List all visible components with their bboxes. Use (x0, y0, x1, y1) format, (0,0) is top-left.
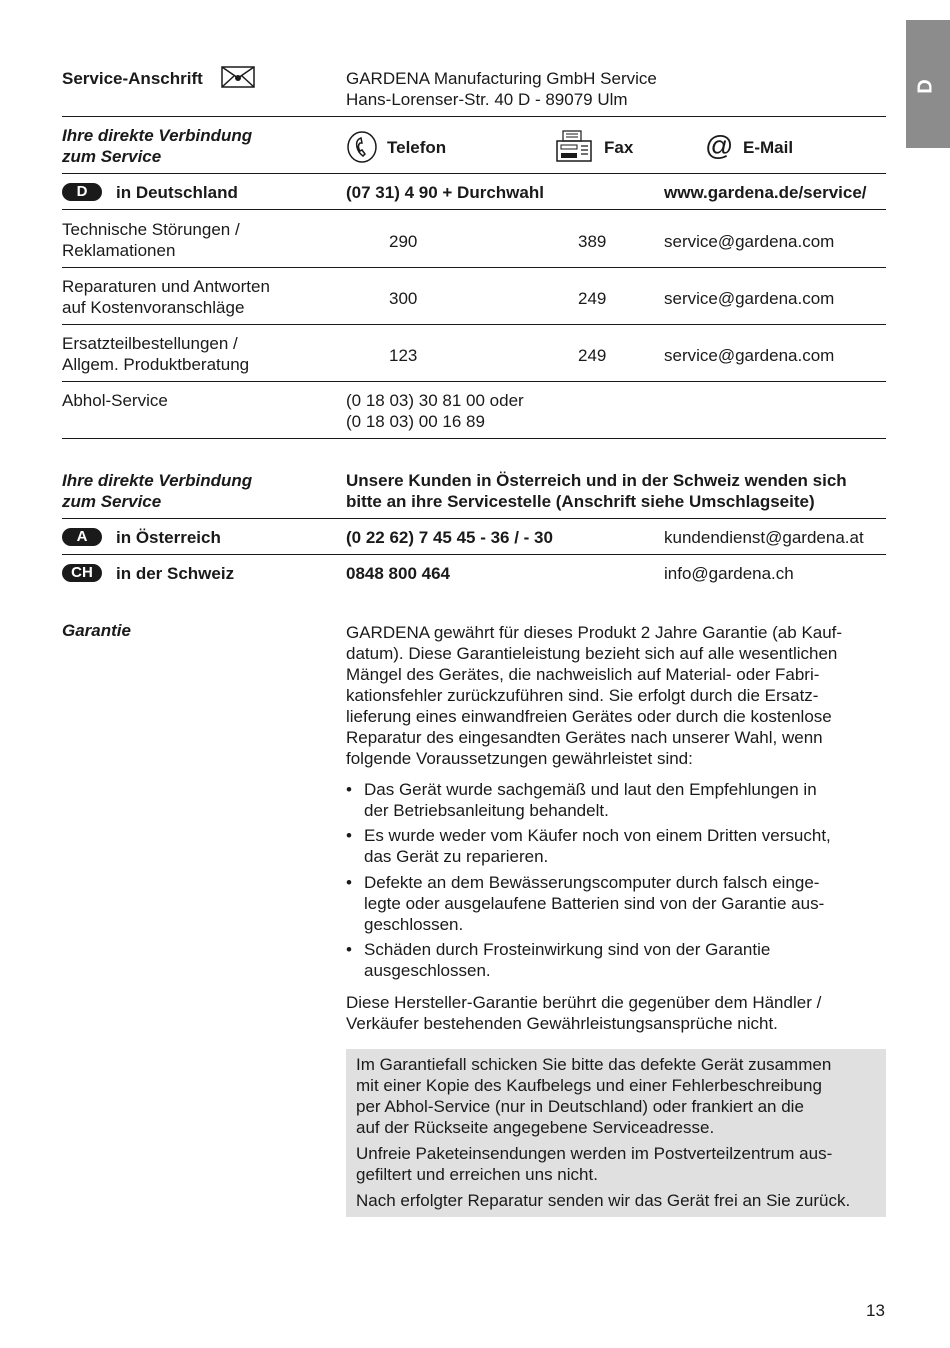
list-item-line: das Gerät zu reparieren. (364, 847, 549, 866)
warranty-intro-line: folgende Voraussetzungen gewährleistet sind: (346, 749, 693, 768)
list-item-line: Defekte an dem Bewässerungscomputer durch falsch einge- (364, 873, 820, 892)
phone-icon (346, 131, 378, 163)
divider (62, 324, 886, 325)
foreign-header-text-2: bitte an ihre Servicestelle (Anschrift siehe Umschlagseite) (346, 492, 815, 511)
pickup-phone-1: (0 18 03) 30 81 00 oder (346, 391, 524, 410)
warranty-intro-line: Reparatur des eingesandten Gerätes nach unserer Wahl, wenn (346, 728, 823, 747)
envelope-icon (221, 66, 255, 88)
list-item-line: geschlossen. (364, 915, 464, 934)
divider (62, 438, 886, 439)
foreign-header-label-1: Ihre direkte Verbindung (62, 471, 253, 490)
warranty-intro-line: kationsfehler zurückzuführen sind. Sie erfolgt durch die Ersatz- (346, 686, 819, 705)
row-label-1: Technische Störungen / (62, 220, 240, 239)
pickup-label: Abhol-Service (62, 391, 168, 410)
divider (62, 267, 886, 268)
row-phone: 290 (389, 232, 418, 251)
germany-phone: (07 31) 4 90 + Durchwahl (346, 183, 544, 202)
row-email[interactable]: service@gardena.com (664, 346, 835, 365)
row-fax: 249 (578, 346, 607, 365)
address-line-1: GARDENA Manufacturing GmbH Service (346, 69, 657, 88)
list-item-line: Das Gerät wurde sachgemäß und laut den Empfehlungen in (364, 780, 817, 799)
warranty-closing-line: Verkäufer bestehenden Gewährleistungsansprüche nicht. (346, 1014, 778, 1033)
bullet-icon: • (346, 826, 352, 845)
row-label-1: Reparaturen und Antworten (62, 277, 270, 296)
language-tab (906, 20, 950, 148)
austria-phone: (0 22 62) 7 45 45 - 36 / - 30 (346, 528, 553, 547)
fax-icon (555, 129, 593, 163)
bullet-icon: • (346, 940, 352, 959)
divider (62, 209, 886, 210)
address-label: Service-Anschrift (62, 69, 203, 88)
country-badge-d: D (62, 183, 102, 201)
row-phone: 300 (389, 289, 418, 308)
row-phone: 123 (389, 346, 418, 365)
list-item-line: der Betriebsanleitung behandelt. (364, 801, 609, 820)
warranty-heading: Garantie (62, 621, 131, 640)
switzerland-email[interactable]: info@gardena.ch (664, 564, 794, 583)
divider (62, 381, 886, 382)
country-badge-ch: CH (62, 564, 102, 582)
germany-web-link[interactable]: www.gardena.de/service/ (664, 183, 867, 202)
row-label-2: Reklamationen (62, 241, 176, 260)
page-number: 13 (866, 1301, 885, 1320)
row-label-2: Allgem. Produktberatung (62, 355, 250, 374)
row-label-1: Ersatzteilbestellungen / (62, 334, 238, 353)
language-tab-label: D (914, 79, 937, 94)
address-line-2: Hans-Lorenser-Str. 40 D - 89079 Ulm (346, 90, 628, 109)
list-item-line: Schäden durch Frosteinwirkung sind von der Garantie (364, 940, 771, 959)
foreign-header-text-1: Unsere Kunden in Österreich und in der Schweiz wenden sich (346, 471, 847, 490)
at-icon: @ (705, 130, 734, 161)
divider (62, 518, 886, 519)
germany-label: in Deutschland (116, 183, 238, 202)
list-item-line: ausgeschlossen. (364, 961, 491, 980)
email-column-header: E-Mail (743, 138, 794, 157)
warranty-intro-line: lieferung eines einwandfreien Gerätes oder durch die kostenlose (346, 707, 832, 726)
austria-label: in Österreich (116, 528, 221, 547)
warranty-notice-box (346, 1049, 886, 1217)
bullet-icon: • (346, 873, 352, 892)
row-email[interactable]: service@gardena.com (664, 232, 835, 251)
foreign-header-label-2: zum Service (62, 492, 162, 511)
row-fax: 389 (578, 232, 607, 251)
pickup-phone-2: (0 18 03) 00 16 89 (346, 412, 485, 431)
notice-line: gefiltert und erreichen uns nicht. (356, 1165, 598, 1184)
row-fax: 249 (578, 289, 607, 308)
notice-line: per Abhol-Service (nur in Deutschland) oder frankiert an die (356, 1097, 804, 1116)
divider (62, 173, 886, 174)
row-email[interactable]: service@gardena.com (664, 289, 835, 308)
notice-line: Nach erfolgter Reparatur senden wir das Gerät frei an Sie zurück. (356, 1191, 851, 1210)
notice-line: auf der Rückseite angegebene Serviceadresse. (356, 1118, 715, 1137)
contact-header-label-1: Ihre direkte Verbindung (62, 126, 253, 145)
contact-header-label-2: zum Service (62, 147, 162, 166)
divider (62, 116, 886, 117)
row-label-2: auf Kostenvoranschläge (62, 298, 245, 317)
notice-line: mit einer Kopie des Kaufbelegs und einer Fehlerbeschreibung (356, 1076, 822, 1095)
warranty-closing-line: Diese Hersteller-Garantie berührt die gegenüber dem Händler / (346, 993, 822, 1012)
warranty-intro-line: Mängel des Gerätes, die nachweislich auf Material- oder Fabri- (346, 665, 820, 684)
phone-column-header: Telefon (387, 138, 447, 157)
switzerland-phone: 0848 800 464 (346, 564, 450, 583)
bullet-icon: • (346, 780, 352, 799)
divider (62, 554, 886, 555)
country-badge-a: A (62, 528, 102, 546)
switzerland-label: in der Schweiz (116, 564, 235, 583)
warranty-intro-line: datum). Diese Garantieleistung bezieht sich auf alle wesentlichen (346, 644, 838, 663)
notice-line: Unfreie Paketeinsendungen werden im Postverteilzentrum aus- (356, 1144, 833, 1163)
notice-line: Im Garantiefall schicken Sie bitte das defekte Gerät zusammen (356, 1055, 832, 1074)
austria-email[interactable]: kundendienst@gardena.at (664, 528, 864, 547)
warranty-intro-line: GARDENA gewährt für dieses Produkt 2 Jahre Garantie (ab Kauf- (346, 623, 843, 642)
list-item-line: legte oder ausgelaufene Batterien sind von der Garantie aus- (364, 894, 825, 913)
list-item-line: Es wurde weder vom Käufer noch von einem Dritten versucht, (364, 826, 831, 845)
fax-column-header: Fax (604, 138, 634, 157)
